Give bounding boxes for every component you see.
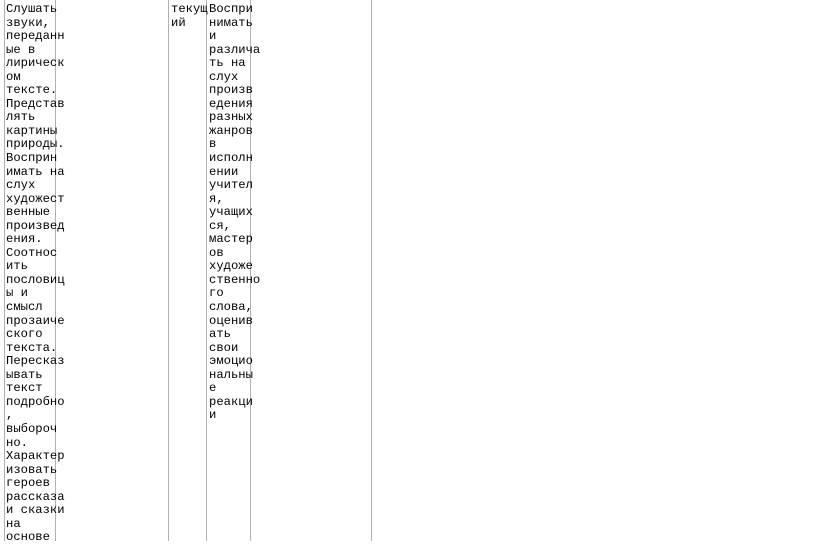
table-border-left	[4, 0, 5, 541]
table-column-divider-2	[168, 0, 169, 541]
table-column-divider-3	[206, 0, 207, 541]
table-cell-competencies: Воспри нимать и различа ть на слух произв едения разных жанров в исполн ении учител я, учащих ся, мастер ов художе ственно го слова, оценив ать свои эмоцио нальны е реакци и	[209, 2, 261, 423]
table-cell-activities: Слушать звуки, переданн ые в лирическ ом тексте. Представ лять картины природы. Восприн имать на слух художест венные произвед ения. Соотнос ить пословиц ы и смысл прозаиче ского текста. Пересказ ывать текст подробно , выбороч но. Характер изовать героев рассказа и сказки на основе	[6, 2, 65, 545]
table-cell-control-type: текущ ий	[171, 2, 208, 30]
table-border-right	[371, 0, 372, 541]
